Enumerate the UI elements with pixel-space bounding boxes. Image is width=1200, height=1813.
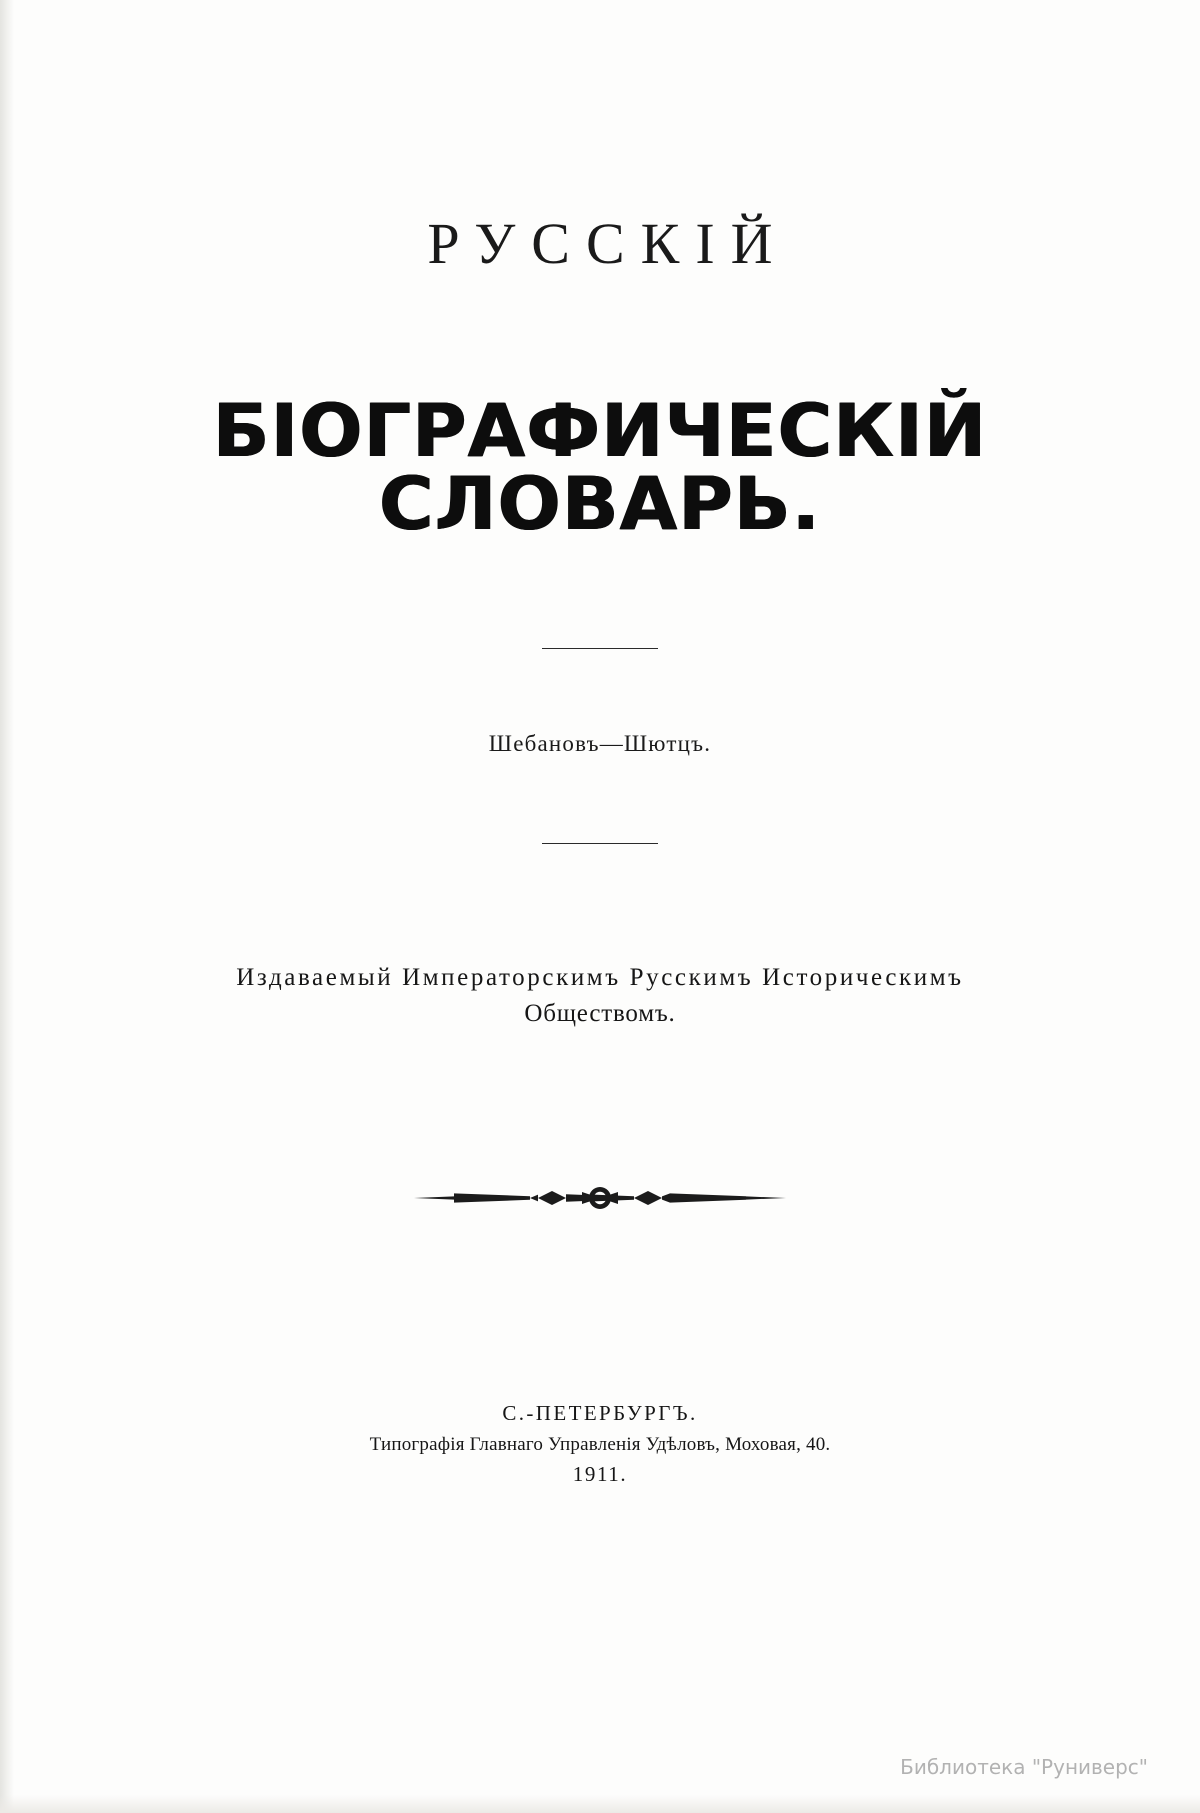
imprint-year: 1911. bbox=[572, 1461, 628, 1486]
divider-rule-bottom-wrap bbox=[0, 843, 1200, 844]
publisher-statement bbox=[0, 960, 1200, 1033]
volume-range-label: Шебановъ—Шютцъ. bbox=[488, 731, 712, 756]
divider-rule-bottom bbox=[542, 843, 658, 844]
divider-rule-top bbox=[542, 648, 658, 649]
ornament-divider-icon bbox=[0, 1181, 1200, 1215]
publisher-line-2: Обществомъ. bbox=[524, 1000, 676, 1028]
imprint-block bbox=[0, 1401, 1200, 1487]
imprint-city: С.-ПЕТЕРБУРГЪ. bbox=[502, 1400, 698, 1425]
library-watermark: Библиотека "Руниверс" bbox=[900, 1755, 1148, 1779]
scan-edge-shadow-bottom bbox=[0, 1795, 1200, 1813]
page-title-primary: РУССКІЙ bbox=[427, 211, 789, 276]
imprint-printer: Типографія Главнаго Управленія Удѣловъ, Моховая, 40. bbox=[369, 1433, 831, 1455]
publisher-line-1: Издаваемый Императорскимъ Русскимъ Историческимъ bbox=[236, 964, 964, 991]
page-title-secondary: БІОГРАФИЧЕСКІЙ СЛОВАРЬ. bbox=[212, 389, 988, 547]
divider-rule-top-wrap bbox=[0, 648, 1200, 649]
